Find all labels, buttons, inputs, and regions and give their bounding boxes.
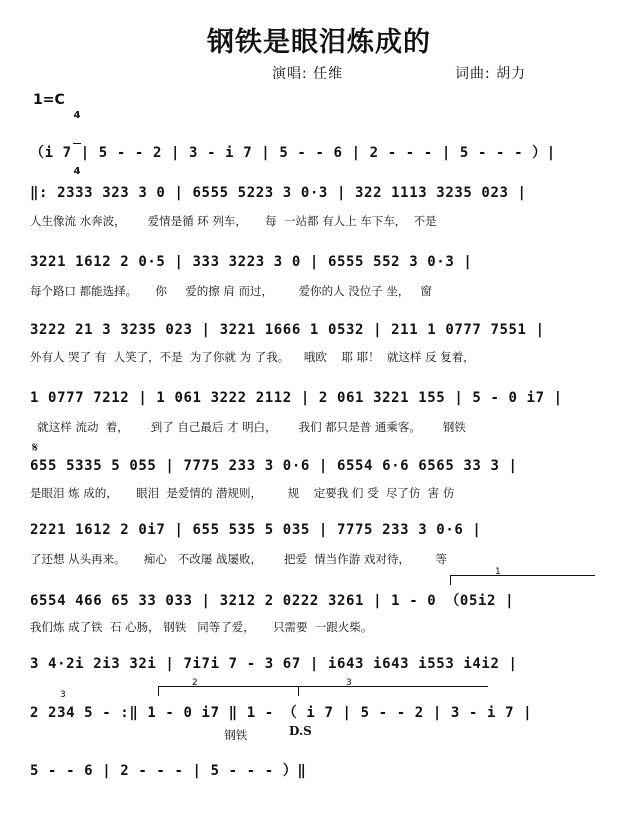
lyrics-system-7: 了还想 从头再来。 痴心 不改屡 战屡败， 把爱 情当作游 戏对待， 等 bbox=[30, 552, 448, 566]
time-signature bbox=[73, 88, 81, 188]
notes-system-8: 6554 466 65 33 033 | 3212 2 0222 3261 | 1 - 0 （05i2 | bbox=[30, 593, 515, 609]
notes-system-7: 2221 1612 2 0i7 | 655 535 5 035 | 7775 233 3 0·6 | bbox=[30, 522, 482, 538]
notes-system-2: ‖: 2333 323 3 0 | 6555 5223 3 0·3 | 322 1113 3235 023 | bbox=[30, 185, 527, 201]
lyrics-system-4: 外有人 哭了 有 人笑了，不是 为了你就 为 了我。 哦欧 耶 耶！ 就这样 反 复着， bbox=[30, 350, 475, 364]
notes-system-5: 1 0777 7212 | 1 061 3222 2112 | 2 061 3221 155 | 5 - 0 i7 | bbox=[30, 390, 563, 406]
notes-system-4: 3222 21 3 3235 023 | 3221 1666 1 0532 | 211 1 0777 7551 | bbox=[30, 322, 545, 338]
time-signature-top: 4 bbox=[73, 110, 81, 121]
writer-credit: 词曲: 胡力 bbox=[455, 66, 527, 82]
song-title: 钢铁是眼泪炼成的 bbox=[207, 27, 431, 58]
volta-3-label: 3 bbox=[346, 678, 352, 688]
time-signature-bottom: 4 bbox=[73, 166, 81, 177]
lyrics-system-2: 人生像流 水奔波， 爱情是循 环 列车， 每 一站都 有人上 车下车， 不是 bbox=[30, 214, 437, 228]
triplet-mark: 3 bbox=[60, 690, 66, 700]
notes-system-6: 655 5335 5 055 | 7775 233 3 0·6 | 6554 6·6 6565 33 3 | bbox=[30, 458, 518, 474]
singer-credit: 演唱: 任维 bbox=[272, 66, 344, 82]
ds-marker: D.S bbox=[289, 724, 312, 738]
segno-sign: 𝄋 bbox=[32, 440, 39, 456]
volta-2-label: 2 bbox=[192, 678, 198, 688]
volta-1-label: 1 bbox=[495, 567, 501, 577]
notes-system-10: 2 234 5 - :‖ 1 - 0 i7 ‖ 1 - （ i 7 | 5 - - 2 | 3 - i 7 | bbox=[30, 705, 533, 721]
lyrics-system-10: 钢铁 bbox=[100, 728, 248, 742]
notes-system-1: （i 7 | 5 - - 2 | 3 - i 7 | 5 - - 6 | 2 - - - | 5 - - - ）| bbox=[30, 145, 556, 161]
notes-system-9: 3 4·2i 2i3 32i | 7i7i 7 - 3 67 | i643 i643 i553 i4i2 | bbox=[30, 656, 518, 672]
lyrics-system-6: 是眼泪 炼 成的， 眼泪 是爱情的 潜规则， 规 定要我 们 受 尽了仿 害 仿 bbox=[30, 486, 455, 500]
lyrics-system-5: 就这样 流动 着， 到了 自己最后 才 明白， 我们 都只是普 通乘客。 钢铁 bbox=[30, 420, 466, 434]
notes-system-11: 5 - - 6 | 2 - - - | 5 - - - ）‖ bbox=[30, 763, 307, 779]
key-signature: 1=C bbox=[33, 92, 65, 108]
lyrics-system-3: 每个路口 都能选择。 你 爱的擦 肩 而过， 爱你的人 没位子 坐， 窗 bbox=[30, 284, 432, 298]
notes-system-3: 3221 1612 2 0·5 | 333 3223 3 0 | 6555 552 3 0·3 | bbox=[30, 254, 473, 270]
lyrics-system-8: 我们炼 成了铁 石 心肠， 钢铁 同等了爱， 只需要 一跟火柴。 bbox=[30, 620, 373, 634]
